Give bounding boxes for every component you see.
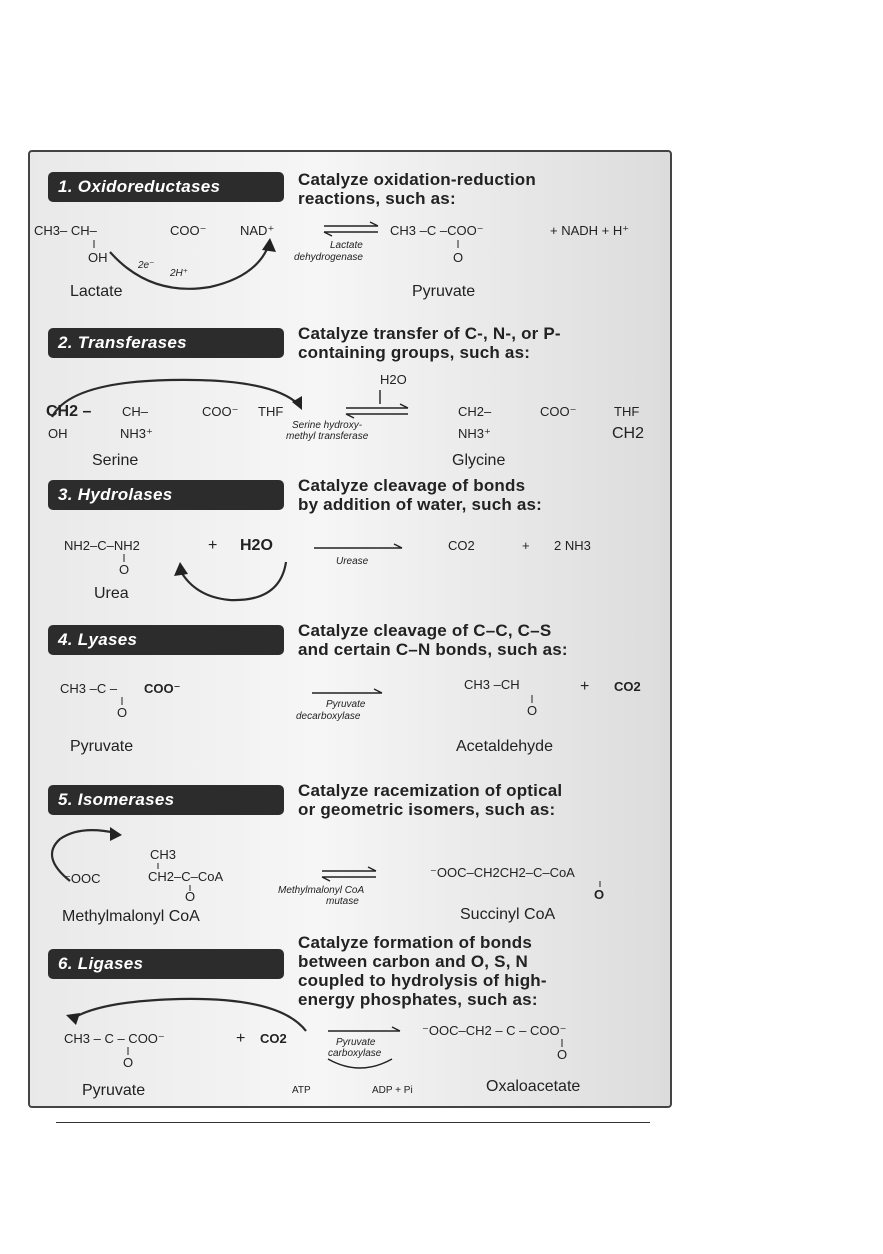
reverse-arrow (322, 877, 376, 881)
carbonyl-oxygen: O (594, 887, 605, 902)
enzyme-name: Pyruvate (336, 1037, 376, 1048)
product-name: Acetaldehyde (456, 738, 553, 755)
forward-arrow (314, 544, 402, 548)
hydroxyl-group: OH (88, 250, 108, 265)
product-co2: CO2 (448, 538, 475, 553)
enzyme-name: methyl transferase (286, 431, 369, 442)
section-label: 2. Transferases (48, 328, 284, 358)
methylene-thf: CH2 (612, 425, 645, 442)
water-reactant: H2O (240, 537, 273, 554)
product-name: Succinyl CoA (460, 906, 556, 923)
product-thf: THF (614, 404, 640, 419)
product-formula: CH3 –CH (464, 677, 520, 692)
carbonyl-oxygen: O (185, 889, 196, 904)
section-label: 6. Ligases (48, 949, 284, 979)
reactant-co2: CO2 (260, 1031, 287, 1046)
reactant-formula: CH2–C–CoA (148, 869, 224, 884)
reaction-diagram (30, 472, 670, 622)
substrate-name: Pyruvate (82, 1082, 146, 1099)
enzyme-name: Lactate (330, 240, 363, 251)
reactant-carboxylate: COO⁻ (170, 223, 207, 238)
enzyme-name: mutase (326, 896, 359, 907)
carbonyl-oxygen: O (453, 250, 464, 265)
reactant-carboxylate: ⁻OOC (64, 871, 101, 886)
product-name: Oxaloacetate (486, 1078, 581, 1095)
substrate-name: Methylmalonyl CoA (62, 908, 200, 925)
enzyme-name: Pyruvate (326, 699, 366, 710)
reactant-carboxylate: COO⁻ (202, 404, 239, 419)
reaction-diagram (30, 927, 670, 1107)
hydroxyl-group: OH (48, 426, 68, 441)
carbonyl-oxygen: O (557, 1047, 568, 1062)
proton-label: 2H⁺ (170, 268, 189, 279)
water-label: H2O (380, 372, 407, 387)
transfer-curve (180, 562, 286, 600)
forward-arrow (322, 867, 376, 871)
reverse-arrow (324, 232, 378, 236)
carbonyl-oxygen: O (123, 1055, 134, 1070)
substrate-name: Urea (94, 585, 129, 602)
enzyme-name: Methylmalonyl CoA (278, 885, 365, 896)
product-carboxylate: COO⁻ (540, 404, 577, 419)
carbonyl-oxygen: O (117, 705, 128, 720)
reaction-diagram (30, 312, 670, 472)
reaction-diagram (30, 777, 670, 927)
product-formula: CH3 –C –COO⁻ (390, 223, 484, 238)
reaction-diagram (30, 152, 670, 312)
section-label: 1. Oxidoreductases (48, 172, 284, 202)
cofactor-atp: ATP (292, 1085, 311, 1096)
forward-arrow (312, 689, 382, 693)
page-divider (56, 1122, 650, 1123)
section-description: Catalyze formation of bonds between carbon and O, S, N coupled to hydrolysis of high- energy phosphates, such as: (298, 933, 547, 1009)
electron-label: 2e⁻ (138, 260, 155, 271)
forward-arrow (346, 404, 408, 408)
transfer-curve (72, 999, 306, 1031)
substrate-name: Pyruvate (70, 738, 134, 755)
reactant-formula: CH3 – C – COO⁻ (64, 1031, 165, 1046)
product-co2: CO2 (614, 679, 641, 694)
methyl-group: CH3 (150, 847, 177, 862)
carbonyl-oxygen: O (527, 703, 538, 718)
section-description: Catalyze racemization of optical or geometric isomers, such as: (298, 781, 563, 819)
product-formula: CH2– (458, 404, 492, 419)
plus-sign: + (236, 1030, 246, 1047)
carbonyl-oxygen: O (119, 562, 130, 577)
plus-sign: + (522, 538, 530, 553)
enzyme-name: carboxylase (328, 1048, 382, 1059)
reactant-formula: CH– (122, 404, 149, 419)
transfer-curve (110, 247, 268, 289)
substrate-name: Lactate (70, 283, 123, 300)
section-description: Catalyze cleavage of C–C, C–S and certain C–N bonds, such as: (298, 621, 568, 659)
reactant-formula: NH2–C–NH2 (64, 538, 140, 553)
section-description: Catalyze cleavage of bonds by addition of water, such as: (298, 476, 543, 514)
section-description: Catalyze transfer of C-, N-, or P- containing groups, such as: (298, 324, 561, 362)
plus-sign: + (208, 537, 218, 554)
forward-arrow (324, 222, 378, 226)
forward-arrow (328, 1027, 400, 1031)
product-extra: + NADH + H⁺ (550, 223, 630, 238)
product-name: Glycine (452, 452, 506, 469)
product-name: Pyruvate (412, 283, 476, 300)
section-description: Catalyze oxidation-reduction reactions, such as: (298, 170, 536, 208)
section-label: 5. Isomerases (48, 785, 284, 815)
section-label: 4. Lyases (48, 625, 284, 655)
amino-group: NH3⁺ (120, 426, 153, 441)
product-ammonia: 2 NH3 (554, 538, 591, 553)
reactant-formula: CH3– CH– (34, 223, 97, 238)
plus-sign: + (580, 678, 590, 695)
product-formula: ⁻OOC–CH2 – C – COO⁻ (422, 1023, 567, 1038)
enzyme-name: Serine hydroxy- (292, 420, 363, 431)
reaction-diagram (30, 617, 670, 777)
reactant-formula: CH3 –C – (60, 681, 118, 696)
cofactor-nad: NAD⁺ (240, 223, 275, 238)
enzyme-name: Urease (336, 556, 369, 567)
cofactor-adp: ADP + Pi (372, 1085, 413, 1096)
amino-group: NH3⁺ (458, 426, 491, 441)
reactant-methylene: CH2 – (46, 403, 92, 420)
enzyme-name: decarboxylase (296, 711, 361, 722)
enzyme-classes-figure (28, 150, 672, 1108)
section-label: 3. Hydrolases (48, 480, 284, 510)
reactant-carboxylate: COO⁻ (144, 681, 181, 696)
product-formula: ⁻OOC–CH2CH2–C–CoA (430, 865, 575, 880)
cofactor-thf: THF (258, 404, 284, 419)
reverse-arrow (346, 414, 408, 418)
substrate-name: Serine (92, 452, 139, 469)
enzyme-name: dehydrogenase (294, 252, 363, 263)
